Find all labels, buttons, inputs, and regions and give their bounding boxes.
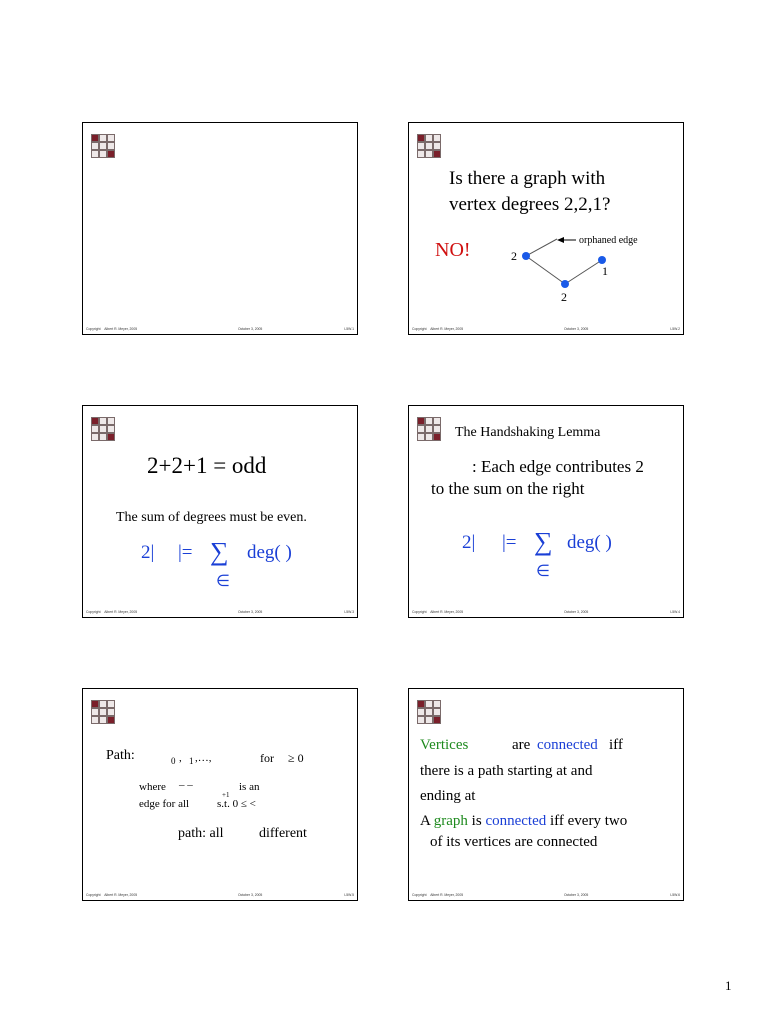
footer-slide-id: L5W.2 bbox=[670, 327, 680, 331]
vertex-right bbox=[598, 256, 606, 264]
slide-1 bbox=[82, 122, 358, 335]
course-logo bbox=[417, 700, 441, 724]
is-word: is bbox=[471, 813, 482, 829]
a-word: A bbox=[420, 813, 431, 829]
slide-2 bbox=[408, 122, 684, 335]
slide-4 bbox=[408, 405, 684, 618]
is-an-text: is an bbox=[239, 781, 260, 793]
footer-slide-id: L5W.1 bbox=[344, 327, 354, 331]
element-of-symbol: ∈ bbox=[216, 573, 230, 590]
subscript-1: 1 bbox=[189, 756, 194, 766]
footer-copyright: Copyright Albert R. Meyer, 2005 bbox=[86, 893, 138, 897]
slide-title: The Handshaking Lemma bbox=[455, 425, 601, 440]
formula-equals: |= bbox=[178, 542, 193, 563]
subscript-next: +1 bbox=[222, 791, 230, 799]
sum-line: 2+2+1 = odd bbox=[147, 453, 267, 478]
question-line-2: vertex degrees 2,2,1? bbox=[449, 194, 611, 215]
connected-word-1: connected bbox=[537, 737, 598, 753]
orphaned-edge-label: orphaned edge bbox=[579, 235, 638, 246]
edge-bottom-right bbox=[565, 260, 602, 284]
degree-label-bottom: 2 bbox=[561, 290, 567, 304]
proof-line-1: : Each edge contributes 2 bbox=[472, 457, 644, 476]
line-5: of its vertices are connected bbox=[430, 834, 598, 850]
orphaned-edge bbox=[526, 239, 557, 256]
footer-slide-id: L5W.3 bbox=[344, 610, 354, 614]
sigma-symbol: ∑ bbox=[210, 537, 229, 566]
question-line-1: Is there a graph with bbox=[449, 168, 606, 189]
vertex-bottom bbox=[561, 280, 569, 288]
footer-copyright: Copyright Albert R. Meyer, 2005 bbox=[86, 610, 138, 614]
geq-zero: ≥ 0 bbox=[288, 751, 304, 765]
footer-slide-id: L5W.5 bbox=[344, 893, 354, 897]
different-text: different bbox=[259, 826, 307, 841]
degree-label-right: 1 bbox=[602, 264, 608, 278]
footer-date: October 3, 2005 bbox=[564, 893, 589, 897]
line-4 bbox=[420, 813, 627, 830]
graph-word: graph bbox=[433, 813, 468, 829]
footer-copyright: Copyright Albert R. Meyer, 2005 bbox=[412, 610, 464, 614]
line-3: ending at bbox=[420, 788, 476, 804]
path-label: Path: bbox=[106, 748, 135, 763]
formula-left: 2| bbox=[462, 532, 476, 553]
footer-date: October 3, 2005 bbox=[564, 610, 589, 614]
footer-copyright: Copyright Albert R. Meyer, 2005 bbox=[86, 327, 138, 331]
footer-date: October 3, 2005 bbox=[564, 327, 589, 331]
course-logo bbox=[417, 417, 441, 441]
edge-dashes: – – bbox=[179, 779, 193, 791]
slide-6 bbox=[408, 688, 684, 901]
line-2: there is a path starting at and bbox=[420, 763, 593, 779]
edge-for-all-text: edge for all bbox=[139, 798, 190, 810]
footer-slide-id: L5W.6 bbox=[670, 893, 680, 897]
slide-3 bbox=[82, 405, 358, 618]
deg-term: deg( ) bbox=[567, 532, 612, 553]
answer-no: NO! bbox=[435, 239, 471, 261]
footer-copyright: Copyright Albert R. Meyer, 2005 bbox=[412, 893, 464, 897]
formula-left: 2| bbox=[141, 542, 155, 563]
iff-word-1: iff bbox=[609, 737, 623, 753]
footer-date: October 3, 2005 bbox=[238, 893, 263, 897]
deg-term: deg( ) bbox=[247, 542, 292, 563]
vertices-word: Vertices bbox=[420, 737, 469, 753]
subscript-0: 0 bbox=[171, 756, 176, 766]
footer-date: October 3, 2005 bbox=[238, 327, 263, 331]
element-of-symbol: ∈ bbox=[536, 563, 550, 580]
footer-date: October 3, 2005 bbox=[238, 610, 263, 614]
sequence-separator: , bbox=[179, 752, 182, 764]
footer-copyright: Copyright Albert R. Meyer, 2005 bbox=[412, 327, 464, 331]
for-text: for bbox=[260, 751, 274, 765]
page-number: 1 bbox=[725, 978, 732, 993]
line-4-rest: iff every two bbox=[550, 813, 628, 829]
sequence-rest: ,…, bbox=[195, 752, 212, 764]
are-word: are bbox=[512, 737, 531, 753]
course-logo bbox=[91, 134, 115, 158]
course-logo bbox=[91, 700, 115, 724]
degree-label-left: 2 bbox=[511, 249, 517, 263]
edge-left-bottom bbox=[526, 256, 565, 284]
graph-diagram bbox=[409, 123, 685, 336]
connected-word-2: connected bbox=[485, 813, 547, 829]
course-logo bbox=[91, 417, 115, 441]
sigma-symbol: ∑ bbox=[534, 527, 553, 556]
footer-slide-id: L5W.4 bbox=[670, 610, 680, 614]
where-text: where bbox=[139, 781, 166, 793]
such-that-range: s.t. 0 ≤ < bbox=[217, 798, 256, 810]
formula-equals: |= bbox=[502, 532, 517, 553]
even-statement: The sum of degrees must be even. bbox=[116, 510, 307, 525]
proof-line-2: to the sum on the right bbox=[431, 479, 585, 498]
slide-5 bbox=[82, 688, 358, 901]
path-all-text: path: all bbox=[178, 826, 224, 841]
vertex-left bbox=[522, 252, 530, 260]
arrow-head bbox=[557, 237, 564, 243]
